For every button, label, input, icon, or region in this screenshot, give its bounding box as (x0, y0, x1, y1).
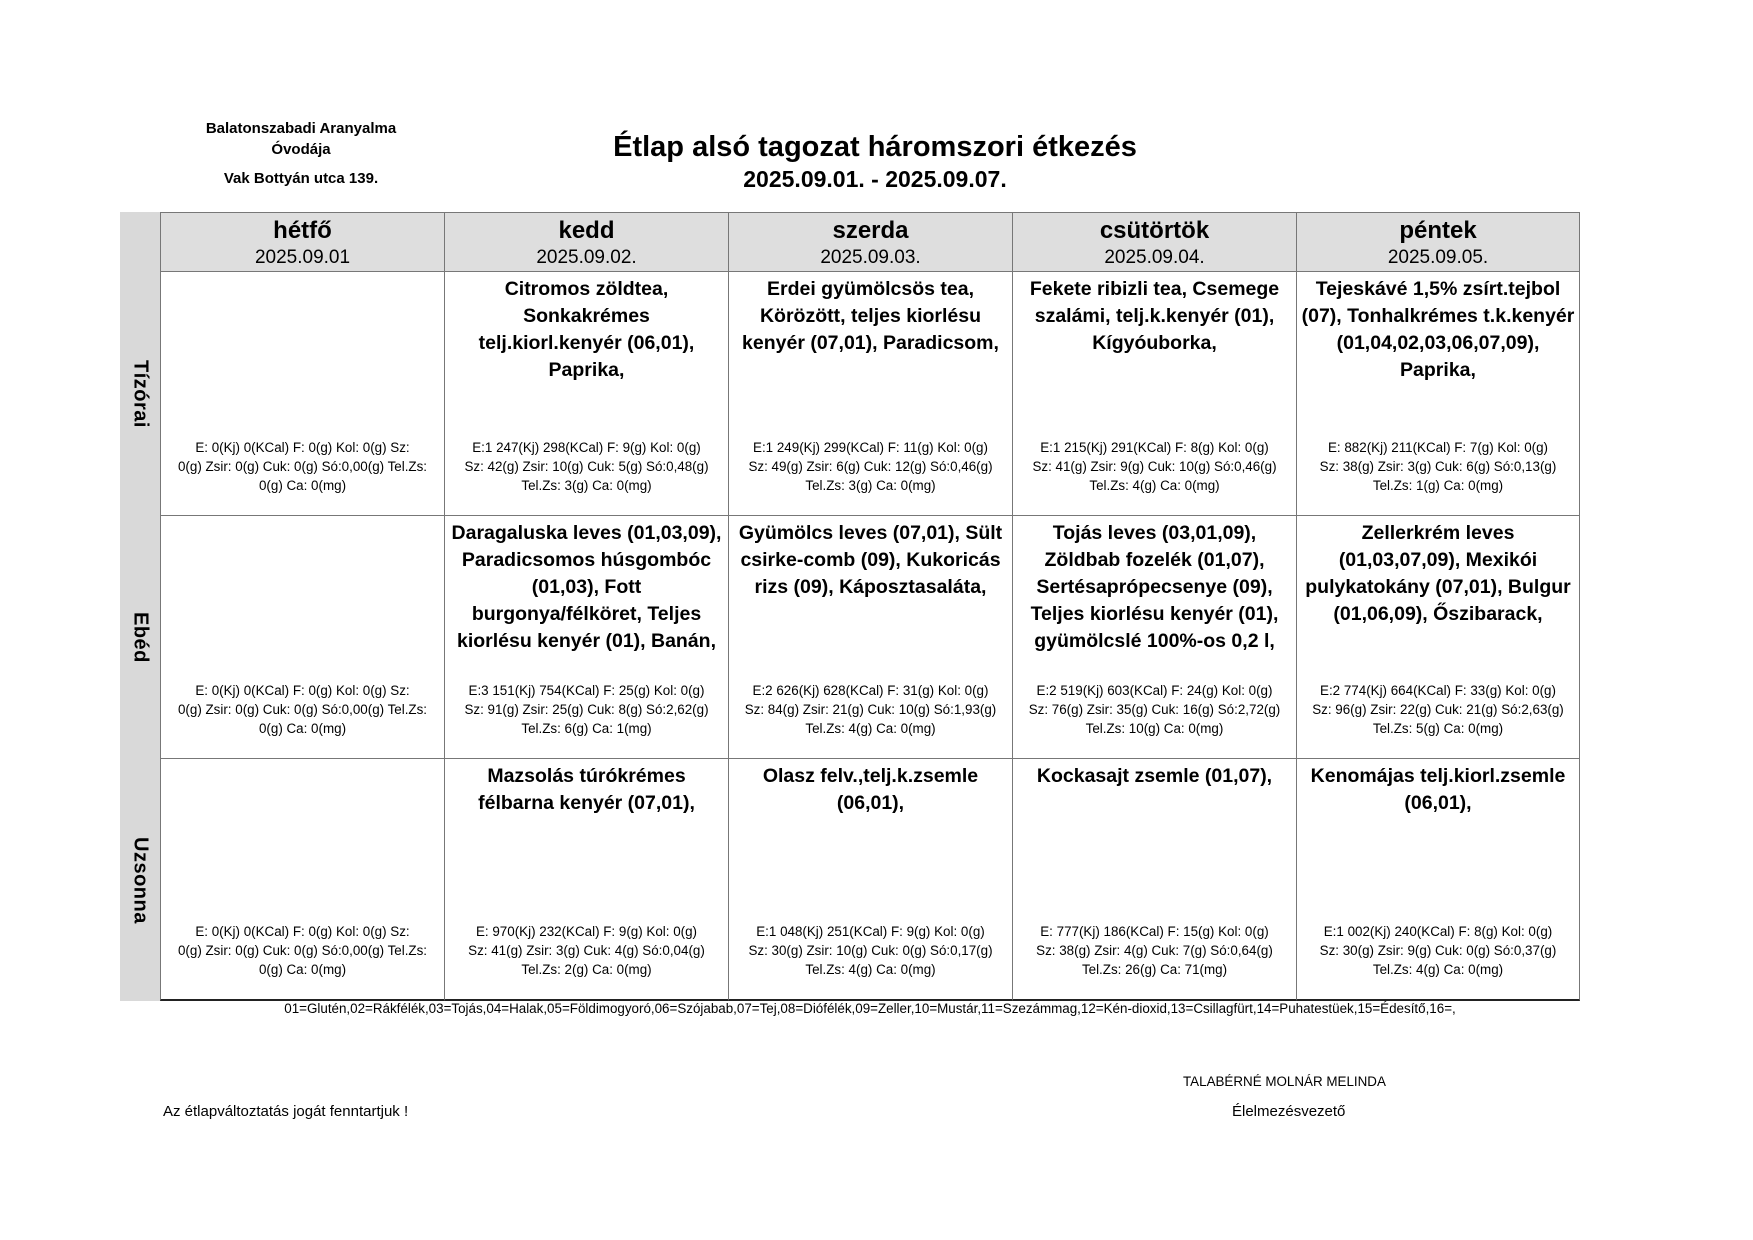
menu-cell-ebed-wednesday (728, 516, 1012, 759)
menu-cell-uzsonna-tuesday (444, 759, 728, 1001)
institution-name-line1: Balatonszabadi Aranyalma (205, 120, 397, 137)
menu-items: Daragaluska leves (01,03,09), Paradicsomos húsgombóc (01,03), Fott burgonya/félköret, Teljes kiorlésu kenyér (01), Banán, (451, 522, 722, 652)
meal-label-text: Uzsonna (129, 836, 152, 924)
menu-items: Erdei gyümölcsös tea, Körözött, teljes kiorlésu kenyér (07,01), Paradicsom, (742, 278, 999, 354)
institution-address: Vak Bottyán utca 139. (223, 170, 379, 187)
menu-items: Olasz felv.,telj.k.zsemle (06,01), (762, 765, 979, 814)
institution-name-line2: Óvodája (271, 141, 331, 158)
nutrition-info: E:1 215(Kj) 291(KCal) F: 8(g) Kol: 0(g) Sz: 41(g) Zsir: 9(g) Cuk: 10(g) Só:0,46(g) Tel.Zs: 4(g) Ca: 0(mg) (1032, 440, 1277, 493)
allergen-legend: 01=Glutén,02=Rákfélék,03=Tojás,04=Halak,05=Földimogyoró,06=Szójabab,07=Tej,08=Diófélék,09=Zeller,10=Mustár,11=Szezámmag,12=Kén-dioxid,13=Csillagfürt,14=Puhatestüek,15=Édesítő,16=, (284, 1001, 1456, 1016)
day-date: 2025.09.05. (1387, 247, 1489, 268)
menu-items: Kockasajt zsemle (01,07), (1036, 765, 1273, 787)
menu-cell-tizorai-monday (160, 272, 444, 516)
menu-items: Zellerkrém leves (01,03,07,09), Mexikói pulykatokány (07,01), Bulgur (01,06,09), Őszibarack, (1305, 522, 1571, 625)
meal-label-tizorai (120, 272, 160, 516)
nutrition-info: E: 970(Kj) 232(KCal) F: 9(g) Kol: 0(g) Sz: 41(g) Zsir: 3(g) Cuk: 4(g) Só:0,04(g) Tel.Zs: 2(g) Ca: 0(mg) (468, 924, 705, 977)
day-name: péntek (1399, 217, 1477, 244)
menu-items: Citromos zöldtea, Sonkakrémes telj.kiorl.kenyér (06,01), Paprika, (478, 278, 695, 381)
menu-cell-uzsonna-friday (1296, 759, 1580, 1001)
nutrition-info: E:1 247(Kj) 298(KCal) F: 9(g) Kol: 0(g) Sz: 42(g) Zsir: 10(g) Cuk: 5(g) Só:0,48(g) Tel.Zs: 3(g) Ca: 0(mg) (464, 440, 709, 493)
menu-items: Tejeskávé 1,5% zsírt.tejbol (07), Tonhalkrémes t.k.kenyér (01,04,02,03,06,07,09), Paprika, (1301, 278, 1575, 381)
nutrition-info: E:2 519(Kj) 603(KCal) F: 24(g) Kol: 0(g) Sz: 76(g) Zsir: 35(g) Cuk: 16(g) Só:2,72(g) Tel.Zs: 10(g) Ca: 0(mg) (1028, 683, 1281, 736)
nutrition-info: E: 777(Kj) 186(KCal) F: 15(g) Kol: 0(g) Sz: 38(g) Zsir: 4(g) Cuk: 7(g) Só:0,64(g) Tel.Zs: 26(g) Ca: 71(mg) (1036, 924, 1273, 977)
menu-cell-ebed-tuesday (444, 516, 728, 759)
day-date: 2025.09.04. (1104, 247, 1205, 268)
nutrition-info: E: 0(Kj) 0(KCal) F: 0(g) Kol: 0(g) Sz: 0(g) Zsir: 0(g) Cuk: 0(g) Só:0,00(g) Tel.Zs: 0(g) Ca: 0(mg) (177, 924, 428, 977)
nutrition-info: E: 882(Kj) 211(KCal) F: 7(g) Kol: 0(g) Sz: 38(g) Zsir: 3(g) Cuk: 6(g) Só:0,13(g) Tel.Zs: 1(g) Ca: 0(mg) (1319, 440, 1557, 493)
day-date: 2025.09.03. (820, 247, 921, 268)
signer-name: TALABÉRNÉ MOLNÁR MELINDA (1183, 1074, 1386, 1089)
footer-disclaimer: Az étlapváltoztatás jogát fenntartjuk ! (163, 1103, 409, 1120)
menu-items: Tojás leves (03,01,09), Zöldbab fozelék (01,07), Sertésaprópecsenye (09), Teljes kiorlésu kenyér (01), gyümölcslé 100%-os 0,2 l, (1030, 522, 1279, 652)
date-range: 2025.09.01. - 2025.09.07. (743, 166, 1007, 192)
menu-cell-ebed-friday (1296, 516, 1580, 759)
menu-cell-tizorai-wednesday (728, 272, 1012, 516)
day-date: 2025.09.01 (254, 247, 351, 268)
meal-label-text: Tízórai (129, 360, 152, 428)
menu-title-block (560, 130, 1190, 194)
menu-items: Fekete ribizli tea, Csemege szalámi, telj.k.kenyér (01), Kígyóuborka, (1029, 278, 1280, 354)
day-name: kedd (558, 217, 615, 244)
menu-items: Kenomájas telj.kiorl.zsemle (06,01), (1310, 765, 1566, 814)
menu-cell-tizorai-tuesday (444, 272, 728, 516)
menu-table (120, 212, 1580, 1001)
nutrition-info: E:2 774(Kj) 664(KCal) F: 33(g) Kol: 0(g) Sz: 96(g) Zsir: 22(g) Cuk: 21(g) Só:2,63(g) Tel.Zs: 5(g) Ca: 0(mg) (1312, 683, 1564, 736)
nutrition-info: E: 0(Kj) 0(KCal) F: 0(g) Kol: 0(g) Sz: 0(g) Zsir: 0(g) Cuk: 0(g) Só:0,00(g) Tel.Zs: 0(g) Ca: 0(mg) (177, 440, 428, 493)
menu-cell-tizorai-thursday (1012, 272, 1296, 516)
meal-label-text: Ebéd (129, 612, 152, 663)
page-title: Étlap alsó tagozat háromszori étkezés (613, 131, 1137, 163)
nutrition-info: E:1 002(Kj) 240(KCal) F: 8(g) Kol: 0(g) Sz: 30(g) Zsir: 9(g) Cuk: 0(g) Só:0,37(g) Tel.Zs: 4(g) Ca: 0(mg) (1319, 924, 1557, 977)
nutrition-info: E:3 151(Kj) 754(KCal) F: 25(g) Kol: 0(g) Sz: 91(g) Zsir: 25(g) Cuk: 8(g) Só:2,62(g) Tel.Zs: 6(g) Ca: 1(mg) (464, 683, 709, 736)
menu-cell-ebed-thursday (1012, 516, 1296, 759)
day-name: csütörtök (1099, 217, 1210, 244)
nutrition-info: E:1 048(Kj) 251(KCal) F: 9(g) Kol: 0(g) Sz: 30(g) Zsir: 10(g) Cuk: 0(g) Só:0,17(g) Tel.Zs: 4(g) Ca: 0(mg) (748, 924, 993, 977)
day-header-friday (1296, 212, 1580, 272)
menu-cell-uzsonna-monday (160, 759, 444, 1001)
menu-items: Mazsolás túrókrémes félbarna kenyér (07,01), (478, 765, 695, 814)
day-header-tuesday (444, 212, 728, 272)
menu-cell-uzsonna-wednesday (728, 759, 1012, 1001)
meal-label-uzsonna (120, 759, 160, 1001)
nutrition-info: E:1 249(Kj) 299(KCal) F: 11(g) Kol: 0(g) Sz: 49(g) Zsir: 6(g) Cuk: 12(g) Só:0,46(g) Tel.Zs: 3(g) Ca: 0(mg) (748, 440, 993, 493)
nutrition-info: E: 0(Kj) 0(KCal) F: 0(g) Kol: 0(g) Sz: 0(g) Zsir: 0(g) Cuk: 0(g) Só:0,00(g) Tel.Zs: 0(g) Ca: 0(mg) (177, 683, 428, 736)
day-header-monday (160, 212, 444, 272)
signer-role: Élelmezésvezető (1232, 1103, 1346, 1120)
meal-label-ebed (120, 516, 160, 759)
menu-cell-ebed-monday (160, 516, 444, 759)
menu-cell-uzsonna-thursday (1012, 759, 1296, 1001)
menu-items: Gyümölcs leves (07,01), Sült csirke-comb (09), Kukoricás rizs (09), Káposztasaláta, (738, 522, 1003, 598)
institution-header (160, 118, 442, 189)
day-name: hétfő (273, 217, 332, 244)
nutrition-info: E:2 626(Kj) 628(KCal) F: 31(g) Kol: 0(g) Sz: 84(g) Zsir: 21(g) Cuk: 10(g) Só:1,93(g) Tel.Zs: 4(g) Ca: 0(mg) (744, 683, 997, 736)
day-name: szerda (832, 217, 909, 244)
menu-cell-tizorai-friday (1296, 272, 1580, 516)
table-corner (120, 212, 160, 272)
day-header-thursday (1012, 212, 1296, 272)
day-date: 2025.09.02. (536, 247, 637, 268)
day-header-wednesday (728, 212, 1012, 272)
